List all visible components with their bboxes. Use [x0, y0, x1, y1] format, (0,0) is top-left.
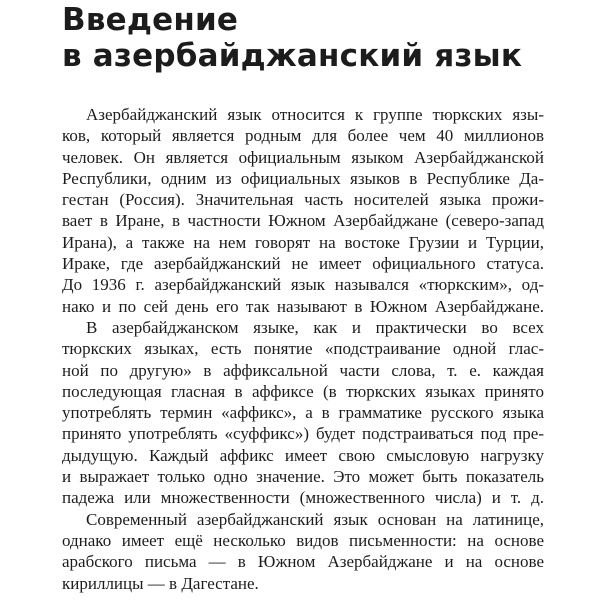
text-line: Азербайджанский язык относится к группе тюркских язы- — [86, 105, 544, 124]
text-line: вает в Иране, в частности Южном Азербайджане (северо-запад — [62, 211, 544, 231]
title-line-2: в азербайджанский язык — [62, 38, 523, 74]
text-line: ков, который является родным для более чем 40 миллионов — [62, 126, 544, 146]
paragraph-2 — [62, 317, 544, 509]
text-line: До 1936 г. азербайджанский язык назывался «тюркским», од- — [62, 275, 544, 295]
text-line: арабского письма — в Южном Азербайджане и на основе — [62, 552, 544, 572]
text-line: ной по другую» в аффиксальной части слова, т. е. каждая — [62, 360, 544, 380]
text-line: гестан (Россия). Значительная часть носителей языка прожи- — [62, 190, 544, 210]
text-line: Современный азербайджанский язык основан на латинице, — [86, 509, 544, 529]
text-line: падежа или множественности (множественного числа) и т. д. — [62, 488, 544, 508]
text-line: и выражает только одно значение. Это может быть показатель — [62, 467, 544, 487]
text-line: нако и по сей день его так называют в Южном Азербайджане. — [62, 296, 544, 316]
text-line: последующая гласная в аффиксе (в тюркских языках принято — [62, 381, 544, 401]
text-line: кириллицы — в Дагестане. — [62, 573, 259, 593]
text-line: дыдущую. Каждый аффикс имеет свою смысловую нагрузку — [62, 445, 544, 465]
page-title — [62, 2, 522, 74]
text-line: человек. Он является официальным языком Азербайджанской — [62, 147, 544, 167]
body-text — [62, 104, 544, 594]
text-line: однако имеет ещё несколько видов письменности: на основе — [62, 530, 544, 550]
text-line: тюркских языках, есть понятие «подстраивание одной глас- — [62, 339, 544, 359]
paragraph-3 — [62, 509, 544, 594]
text-line: принято употреблять «суффикс») будет подстраиваться под пре- — [62, 424, 544, 444]
text-line: употреблять термин «аффикс», а в грамматике русского языка — [62, 403, 544, 423]
text-line: Ирана), а также на нем говорят на востоке Грузии и Турции, — [62, 232, 544, 252]
text-line: Республики, одним из официальных языков в Республике Да- — [62, 168, 544, 188]
text-line: Ираке, где азербайджанский не имеет официального статуса. — [62, 254, 544, 274]
paragraph-1 — [62, 104, 544, 317]
title-line-1: Введение — [62, 2, 239, 38]
text-line: В азербайджанском языке, как и практически во всех — [86, 317, 544, 337]
